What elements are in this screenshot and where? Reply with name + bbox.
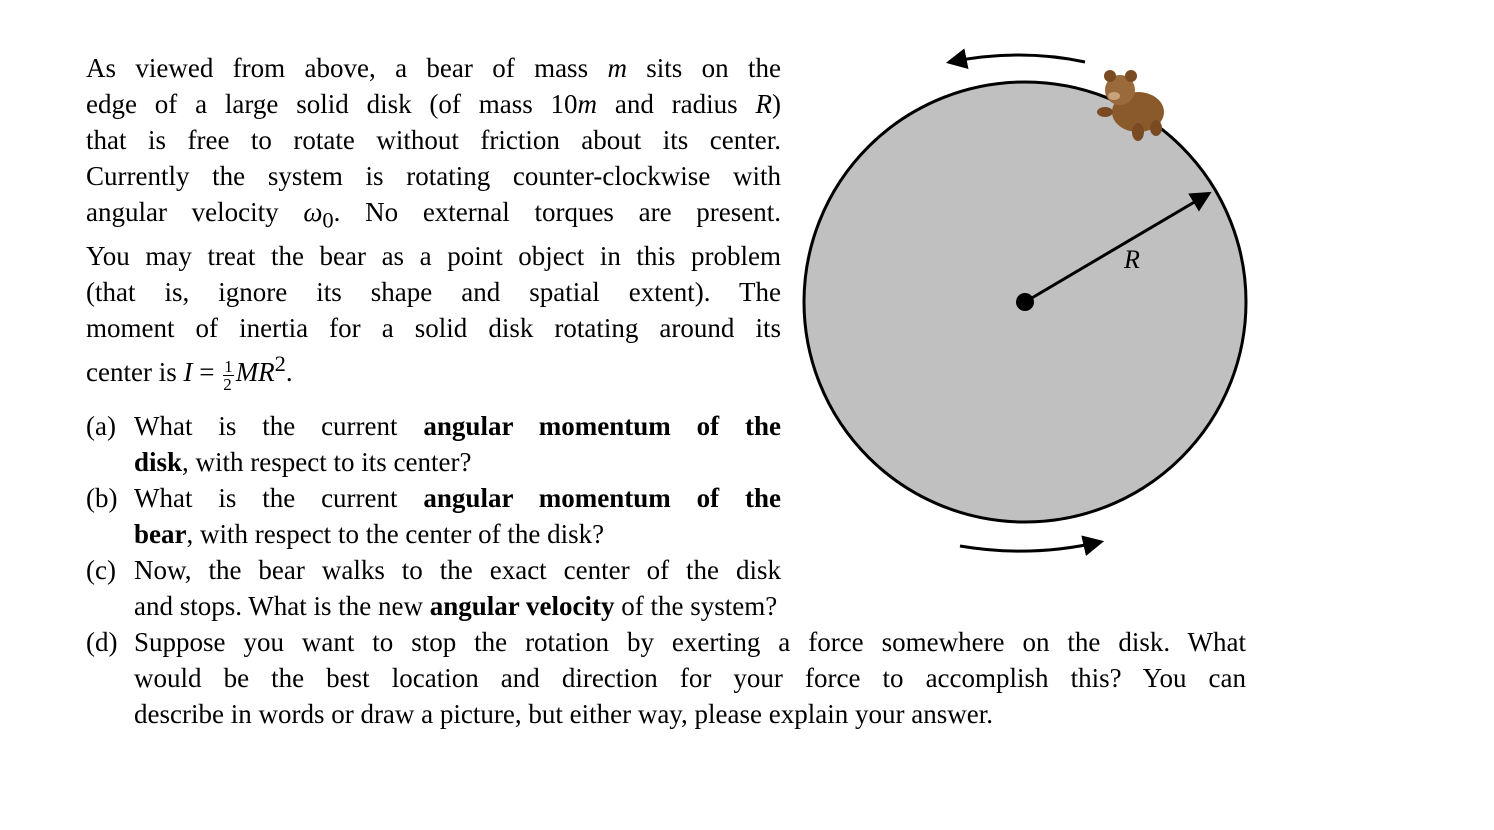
intro-line-2: edge of a large solid disk (of mass 10m and radius R) [86, 89, 781, 119]
question-b: (b) What is the current angular momentum of the bear, with respect to the center of the disk? [86, 480, 1246, 552]
counterclockwise-top-arrow [950, 55, 1085, 62]
question-c: (c) Now, the bear walks to the exact center of the disk and stops. What is the new angular velocity of the system? [86, 552, 1246, 624]
question-d: (d) Suppose you want to stop the rotation by exerting a force somewhere on the disk. What would be the best location and direction for your force to accomplish this? You can describe in words or draw a picture, but either way, please explain your answer. [86, 624, 1246, 732]
counterclockwise-bottom-arrow [960, 542, 1100, 551]
question-d-label: (d) [86, 627, 118, 657]
question-a-label: (a) [86, 411, 116, 441]
intro-line-8: moment of inertia for a solid disk rotating around its [86, 313, 781, 344]
intro-line-3: that is free to rotate without friction about its center. [86, 125, 781, 155]
radius-label: R [1124, 245, 1140, 274]
intro-line-4: Currently the system is rotating counter-clockwise with [86, 161, 781, 191]
intro-line-5: angular velocity $\omega_0$. No external torques are present. [86, 197, 782, 233]
intro-line-9-moment-of-inertia: center is I = $\frac{1}{2}$ $MR^2$. [86, 351, 293, 394]
intro-line-7: (that is, ignore its shape and spatial extent). The [86, 277, 781, 308]
intro-line-6: You may treat the bear as a point object in this problem [86, 241, 781, 272]
center-dot [1016, 293, 1034, 311]
question-c-label: (c) [86, 555, 116, 585]
question-a: (a) What is the current angular momentum of the disk, with respect to its center? [86, 408, 1246, 480]
one-half-fraction: $\frac{1}{2}$ [223, 356, 233, 394]
intro-line-1: As viewed from above, a bear of mass m sits on the [86, 53, 782, 83]
question-b-label: (b) [86, 483, 118, 513]
